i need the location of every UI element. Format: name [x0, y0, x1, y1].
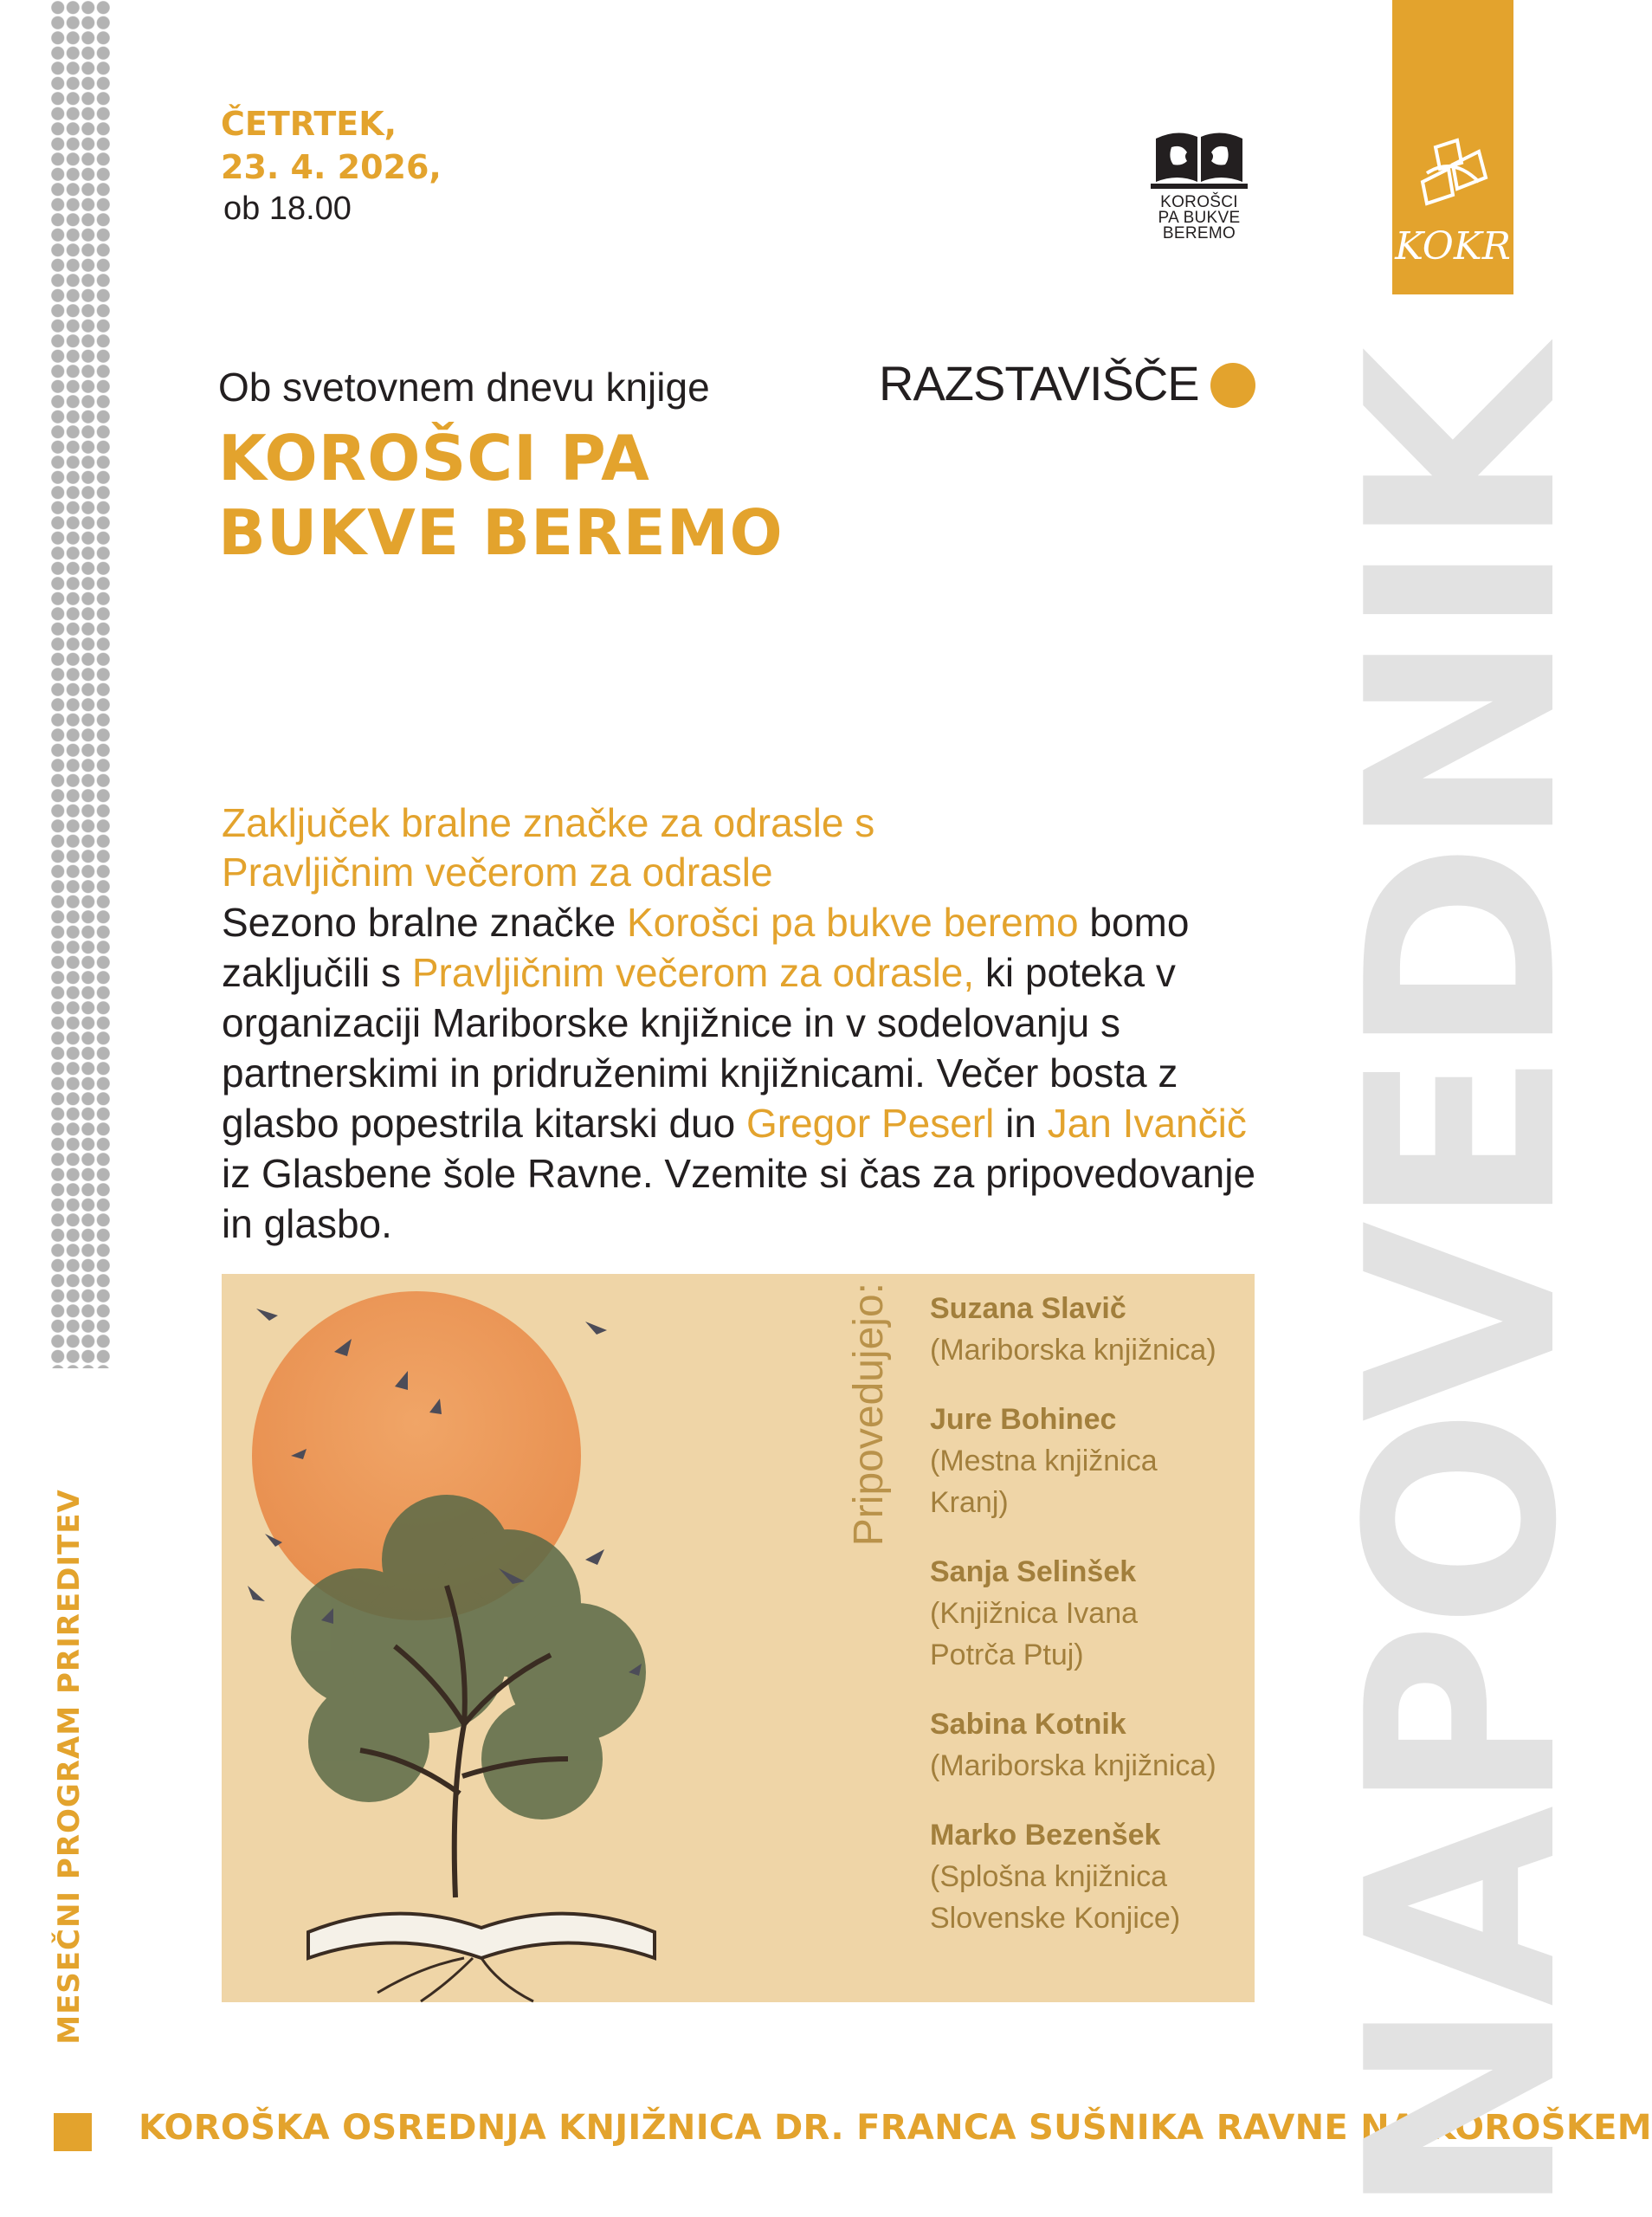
event-title: KOROŠCI PA BUKVE BEREMO — [218, 422, 784, 569]
kokr-logo — [1392, 0, 1513, 294]
kokr-text: KOKR — [1395, 224, 1511, 268]
venue-label: RAZSTAVIŠČE — [879, 356, 1199, 410]
narrator-item: Sanja Selinšek (Knjižnica Ivana Potrča Ptuj) — [930, 1555, 1139, 1671]
footer-square — [54, 2113, 92, 2151]
narrator-item: Suzana Slavič (Mariborska knjižnica) — [930, 1292, 1216, 1367]
event-time: ob 18.00 — [223, 191, 352, 227]
tree-book-illustration — [222, 1274, 776, 2002]
open-book-faces-icon — [1147, 121, 1251, 191]
side-label: MESEČNI PROGRAM PRIREDITEV — [52, 1489, 87, 2045]
description-paragraph: Sezono bralne značke Korošci pa bukve beremo bomo zaključili s Pravljičnim večerom za odrasle, ki poteka v organizaciji Mariborske knjižnice in v sodelovanju s partnerskimi in pridruženimi knjižnicami. Večer bosta z glasbo popestrila kitarski duo Gregor Peserl in Jan Ivančič iz Glasbene šole Ravne. Vzemite si čas za pripovedovanje in glasbo. — [222, 900, 1256, 1246]
book-swirl-icon — [1410, 130, 1496, 217]
intro-heading: Zaključek bralne značke za odrasle s Pravljičnim večerom za odrasle — [222, 800, 875, 895]
tree-roots — [378, 1958, 533, 2001]
narrator-item: Marko Bezenšek (Splošna knjižnica Slovenske Konjice) — [930, 1819, 1181, 1935]
footer-text: KOROŠKA OSREDNJA KNJIŽNICA DR. FRANCA SUŠNIKA RAVNE NA KOROŠKEM — [139, 2108, 1652, 2148]
dotted-pattern — [50, 0, 111, 1368]
event-date: ČETRTEK, 23. 4. 2026, — [221, 105, 442, 186]
venue-dot — [1210, 363, 1255, 408]
side-watermark-word: NAPOVEDNIK — [1312, 353, 1614, 2217]
narrators-list — [930, 1288, 1250, 1967]
narrator-item: Jure Bohinec (Mestna knjižnica Kranj) — [930, 1403, 1158, 1519]
reading-badge-logo: KOROŠCI PA BUKVE BEREMO — [1147, 121, 1251, 242]
open-book-shape — [308, 1914, 655, 1958]
narrator-item: Sabina Kotnik (Mariborska knjižnica) — [930, 1708, 1216, 1782]
narrators-label: Pripovedujejo: — [846, 1283, 892, 1547]
illustration-panel — [222, 1274, 1255, 2002]
event-subtitle: Ob svetovnem dnevu knjige — [218, 365, 710, 410]
